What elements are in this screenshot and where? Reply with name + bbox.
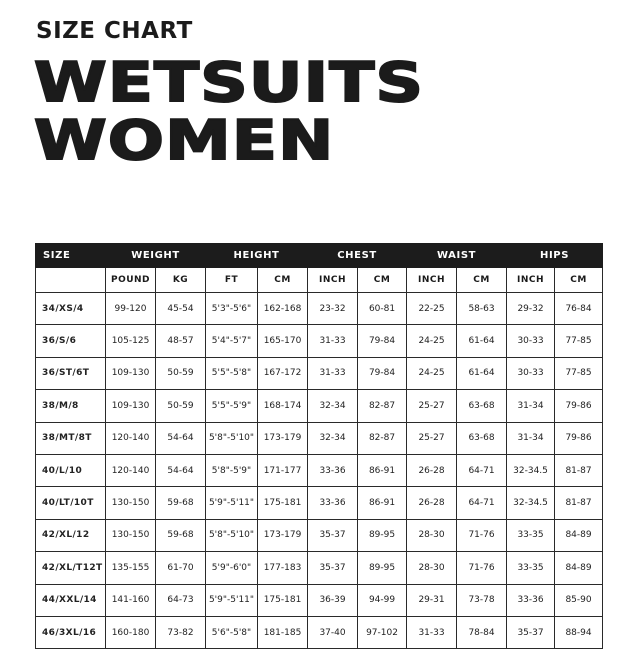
cell-height-cm: 177-183 <box>258 552 308 584</box>
unit-header-cm: CM <box>457 268 507 293</box>
cell-height-ft: 5'8"-5'10" <box>206 422 258 454</box>
cell-chest-inch: 33-36 <box>308 454 358 486</box>
cell-chest-inch: 32-34 <box>308 390 358 422</box>
cell-waist-inch: 28-30 <box>407 519 457 551</box>
cell-waist-inch: 26-28 <box>407 487 457 519</box>
unit-header-inch: INCH <box>308 268 358 293</box>
size-table <box>35 243 603 649</box>
cell-weight-kg: 50-59 <box>156 390 206 422</box>
cell-waist-cm: 64-71 <box>457 454 507 486</box>
cell-weight-kg: 59-68 <box>156 519 206 551</box>
cell-chest-inch: 31-33 <box>308 357 358 389</box>
cell-weight-pound: 99-120 <box>106 293 156 325</box>
cell-hips-inch: 31-34 <box>507 390 555 422</box>
cell-chest-inch: 35-37 <box>308 552 358 584</box>
cell-waist-cm: 71-76 <box>457 519 507 551</box>
cell-chest-inch: 33-36 <box>308 487 358 519</box>
header-size: SIZE <box>36 244 106 268</box>
cell-chest-cm: 82-87 <box>358 422 407 454</box>
cell-height-cm: 162-168 <box>258 293 308 325</box>
table-row <box>36 616 603 648</box>
cell-hips-cm: 77-85 <box>555 325 603 357</box>
cell-weight-pound: 109-130 <box>106 390 156 422</box>
cell-height-ft: 5'4"-5'7" <box>206 325 258 357</box>
table-row <box>36 390 603 422</box>
cell-height-cm: 175-181 <box>258 487 308 519</box>
header-hips: HIPS <box>507 244 603 268</box>
cell-size: 44/XXL/14 <box>36 584 106 616</box>
unit-header-cm: CM <box>358 268 407 293</box>
cell-waist-inch: 24-25 <box>407 325 457 357</box>
header-chest: CHEST <box>308 244 407 268</box>
unit-header-kg: KG <box>156 268 206 293</box>
cell-waist-inch: 25-27 <box>407 422 457 454</box>
cell-hips-inch: 33-36 <box>507 584 555 616</box>
cell-hips-inch: 33-35 <box>507 519 555 551</box>
cell-height-ft: 5'8"-5'9" <box>206 454 258 486</box>
cell-weight-kg: 61-70 <box>156 552 206 584</box>
cell-hips-inch: 30-33 <box>507 325 555 357</box>
cell-waist-cm: 58-63 <box>457 293 507 325</box>
table-row <box>36 519 603 551</box>
cell-size: 36/S/6 <box>36 325 106 357</box>
cell-waist-inch: 28-30 <box>407 552 457 584</box>
cell-height-cm: 168-174 <box>258 390 308 422</box>
cell-waist-cm: 63-68 <box>457 422 507 454</box>
cell-hips-inch: 29-32 <box>507 293 555 325</box>
cell-height-ft: 5'3"-5'6" <box>206 293 258 325</box>
cell-chest-cm: 82-87 <box>358 390 407 422</box>
cell-height-ft: 5'5"-5'8" <box>206 357 258 389</box>
cell-hips-cm: 79-86 <box>555 422 603 454</box>
cell-size: 38/M/8 <box>36 390 106 422</box>
cell-hips-cm: 84-89 <box>555 552 603 584</box>
unit-header-row <box>36 268 603 293</box>
cell-weight-pound: 120-140 <box>106 422 156 454</box>
cell-hips-inch: 30-33 <box>507 357 555 389</box>
unit-header-ft: FT <box>206 268 258 293</box>
cell-weight-pound: 109-130 <box>106 357 156 389</box>
table-row <box>36 422 603 454</box>
cell-chest-cm: 60-81 <box>358 293 407 325</box>
cell-height-ft: 5'8"-5'10" <box>206 519 258 551</box>
cell-height-cm: 173-179 <box>258 519 308 551</box>
cell-size: 38/MT/8T <box>36 422 106 454</box>
cell-weight-kg: 64-73 <box>156 584 206 616</box>
cell-chest-cm: 86-91 <box>358 454 407 486</box>
cell-weight-pound: 120-140 <box>106 454 156 486</box>
cell-chest-inch: 32-34 <box>308 422 358 454</box>
cell-weight-pound: 130-150 <box>106 487 156 519</box>
cell-height-cm: 165-170 <box>258 325 308 357</box>
cell-height-ft: 5'9"-5'11" <box>206 487 258 519</box>
cell-hips-inch: 33-35 <box>507 552 555 584</box>
cell-height-ft: 5'6"-5'8" <box>206 616 258 648</box>
cell-weight-kg: 50-59 <box>156 357 206 389</box>
cell-waist-inch: 24-25 <box>407 357 457 389</box>
header-waist: WAIST <box>407 244 507 268</box>
table-row <box>36 454 603 486</box>
cell-chest-cm: 89-95 <box>358 552 407 584</box>
cell-waist-cm: 73-78 <box>457 584 507 616</box>
cell-weight-kg: 54-64 <box>156 422 206 454</box>
cell-hips-inch: 32-34.5 <box>507 487 555 519</box>
chart-kicker: SIZE CHART <box>36 18 193 44</box>
header-weight: WEIGHT <box>106 244 206 268</box>
unit-header-cm: CM <box>258 268 308 293</box>
unit-header-inch: INCH <box>507 268 555 293</box>
cell-height-cm: 175-181 <box>258 584 308 616</box>
cell-hips-inch: 32-34.5 <box>507 454 555 486</box>
cell-hips-inch: 35-37 <box>507 616 555 648</box>
table-row <box>36 293 603 325</box>
cell-height-cm: 173-179 <box>258 422 308 454</box>
cell-weight-kg: 48-57 <box>156 325 206 357</box>
cell-waist-inch: 25-27 <box>407 390 457 422</box>
cell-hips-cm: 77-85 <box>555 357 603 389</box>
cell-height-ft: 5'5"-5'9" <box>206 390 258 422</box>
cell-waist-cm: 64-71 <box>457 487 507 519</box>
cell-size: 40/L/10 <box>36 454 106 486</box>
cell-height-ft: 5'9"-5'11" <box>206 584 258 616</box>
cell-weight-kg: 73-82 <box>156 616 206 648</box>
cell-chest-cm: 79-84 <box>358 325 407 357</box>
cell-hips-cm: 84-89 <box>555 519 603 551</box>
cell-weight-pound: 105-125 <box>106 325 156 357</box>
cell-hips-cm: 76-84 <box>555 293 603 325</box>
cell-chest-cm: 86-91 <box>358 487 407 519</box>
cell-chest-cm: 89-95 <box>358 519 407 551</box>
cell-hips-inch: 31-34 <box>507 422 555 454</box>
cell-size: 34/XS/4 <box>36 293 106 325</box>
cell-waist-inch: 22-25 <box>407 293 457 325</box>
header-height: HEIGHT <box>206 244 308 268</box>
cell-height-cm: 167-172 <box>258 357 308 389</box>
cell-hips-cm: 81-87 <box>555 487 603 519</box>
group-header-row <box>36 244 603 268</box>
cell-waist-inch: 26-28 <box>407 454 457 486</box>
cell-weight-kg: 59-68 <box>156 487 206 519</box>
cell-chest-inch: 31-33 <box>308 325 358 357</box>
table-row <box>36 325 603 357</box>
cell-waist-cm: 78-84 <box>457 616 507 648</box>
cell-size: 42/XL/12 <box>36 519 106 551</box>
cell-chest-cm: 97-102 <box>358 616 407 648</box>
cell-size: 40/LT/10T <box>36 487 106 519</box>
cell-weight-kg: 45-54 <box>156 293 206 325</box>
page-title-line-1: WETSUITS <box>34 51 425 114</box>
cell-height-cm: 171-177 <box>258 454 308 486</box>
table-row <box>36 487 603 519</box>
cell-hips-cm: 81-87 <box>555 454 603 486</box>
cell-waist-inch: 29-31 <box>407 584 457 616</box>
cell-weight-pound: 160-180 <box>106 616 156 648</box>
cell-waist-cm: 63-68 <box>457 390 507 422</box>
cell-chest-cm: 94-99 <box>358 584 407 616</box>
table-row <box>36 552 603 584</box>
cell-size: 46/3XL/16 <box>36 616 106 648</box>
cell-size: 36/ST/6T <box>36 357 106 389</box>
page-title-line-2: WOMEN <box>34 109 335 172</box>
unit-header-inch: INCH <box>407 268 457 293</box>
cell-size: 42/XL/T12T <box>36 552 106 584</box>
cell-weight-pound: 130-150 <box>106 519 156 551</box>
unit-header-cm: CM <box>555 268 603 293</box>
cell-weight-pound: 141-160 <box>106 584 156 616</box>
cell-chest-inch: 23-32 <box>308 293 358 325</box>
cell-waist-cm: 61-64 <box>457 325 507 357</box>
cell-waist-cm: 61-64 <box>457 357 507 389</box>
cell-weight-pound: 135-155 <box>106 552 156 584</box>
cell-weight-kg: 54-64 <box>156 454 206 486</box>
unit-header-size <box>36 268 106 293</box>
cell-hips-cm: 85-90 <box>555 584 603 616</box>
cell-height-ft: 5'9"-6'0" <box>206 552 258 584</box>
cell-chest-inch: 35-37 <box>308 519 358 551</box>
table-row <box>36 584 603 616</box>
cell-chest-inch: 37-40 <box>308 616 358 648</box>
table-row <box>36 357 603 389</box>
cell-chest-inch: 36-39 <box>308 584 358 616</box>
cell-hips-cm: 79-86 <box>555 390 603 422</box>
cell-waist-inch: 31-33 <box>407 616 457 648</box>
cell-chest-cm: 79-84 <box>358 357 407 389</box>
cell-waist-cm: 71-76 <box>457 552 507 584</box>
unit-header-pound: POUND <box>106 268 156 293</box>
cell-hips-cm: 88-94 <box>555 616 603 648</box>
cell-height-cm: 181-185 <box>258 616 308 648</box>
